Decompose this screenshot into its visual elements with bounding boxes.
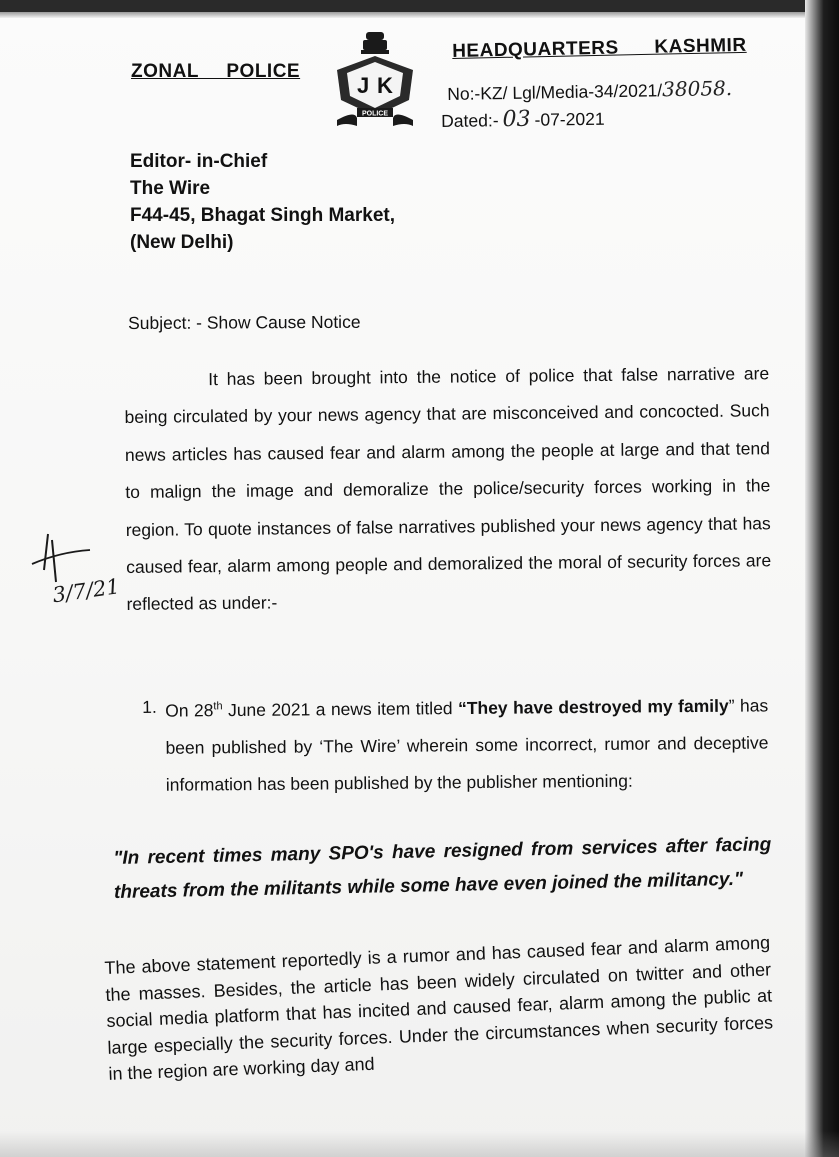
headquarters-heading: HEADQUARTERS KASHMIR — [452, 34, 747, 62]
item-text-c: ” has been published by ‘The Wire’ wherein some incorrect, rumor and deceptive information has been published by the publisher mentioning: — [165, 695, 769, 795]
zonal-police-heading: ZONAL POLICE — [131, 61, 301, 82]
addressee-line-1: Editor- in-Chief — [130, 151, 268, 172]
item-text-a: On 28 — [165, 700, 214, 721]
subject-line: Subject: - Show Cause Notice — [128, 311, 361, 333]
body-paragraph-2: The above statement reportedly is a rumor and has caused fear and alarm among the masses. Besides, the article has been widely circulated on twitter and other social media platform that has incited and caused fear, alarm among the public at large especially the security forces. Under the circumstances when security forces in the region are working day and — [104, 932, 774, 1084]
item-superscript: th — [213, 700, 223, 713]
body-paragraph-1: It has been brought into the notice of police that false narrative are being circulated by your news agency that are misconceived and concocted. Such news articles has caused fear and alarm among the people at large and that tend to malign the image and demoralize the police/security forces working in the region. To quote instances of false narratives published your news agency that has caused fear, alarm among people and demoralized the moral of security forces are reflected as under:- — [124, 363, 772, 615]
margin-handwritten-initials — [30, 530, 122, 620]
item-text-b: June 2021 a news item titled — [222, 698, 459, 721]
emblem-letter-k: K — [377, 73, 393, 98]
dated-label: Dated:- — [441, 110, 499, 131]
reference-number — [447, 76, 732, 105]
reference-handwritten: 38058. — [661, 76, 733, 102]
emblem-letter-j: J — [357, 73, 370, 98]
reference-prefix: No:-KZ/ Lgl/Media-34/2021/ — [447, 80, 663, 104]
numbered-item-1 — [142, 684, 769, 804]
emblem-banner: POLICE — [361, 110, 389, 118]
scan-top-border — [0, 0, 839, 12]
addressee-line-2: The Wire — [130, 178, 211, 199]
dated-line — [441, 106, 605, 133]
quoted-statement: "In recent times many SPO's have resigned from services after facing threats from the militants while some have even joined the militancy." — [113, 834, 772, 903]
scan-bottom-shadow — [0, 1131, 839, 1157]
addressee-line-3: F44-45, Bhagat Singh Market, — [130, 205, 396, 226]
item-title-bold: “They have destroyed my family — [457, 695, 729, 719]
scan-top-shadow — [0, 12, 839, 18]
dated-handwritten-day: 03 — [502, 106, 531, 133]
addressee-line-4: (New Delhi) — [130, 232, 234, 253]
item-number: 1. — [142, 696, 157, 717]
margin-annotation-text: 3/7/21 — [50, 574, 122, 608]
scan-right-border — [805, 0, 839, 1157]
dated-suffix: -07-2021 — [534, 108, 605, 130]
jk-police-emblem — [333, 30, 417, 128]
